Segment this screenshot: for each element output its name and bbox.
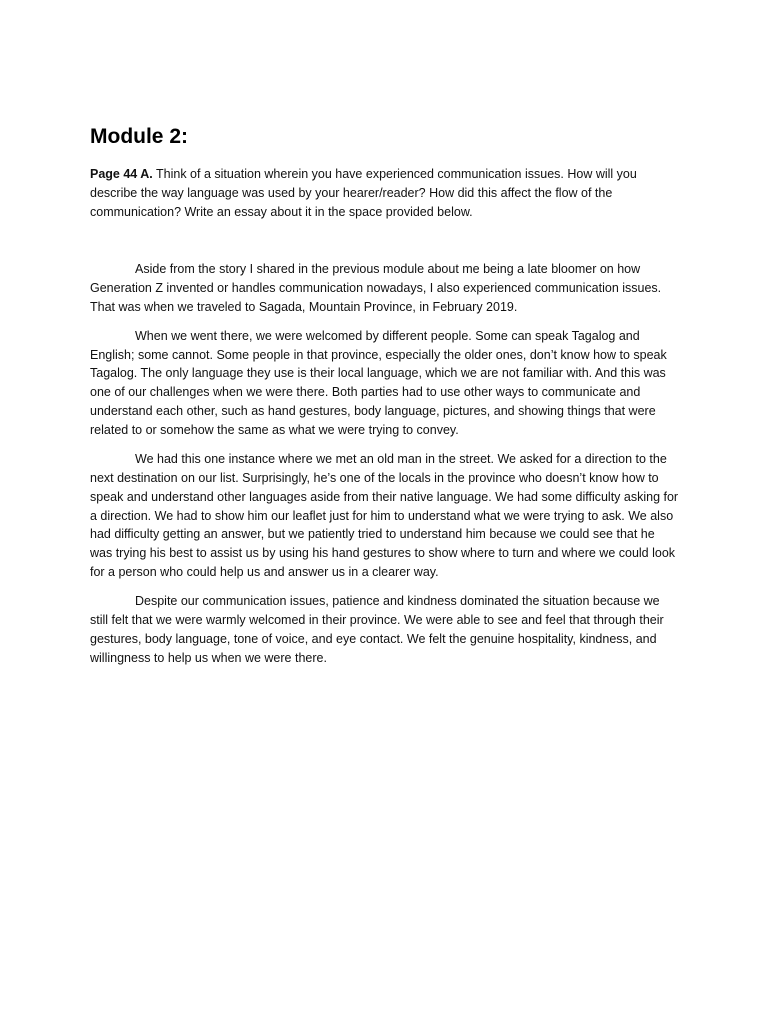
- essay-paragraph-2: When we went there, we were welcomed by different people. Some can speak Tagalog and English; some cannot. Some people in that province, especially the older ones, don’t know how to speak Tagalog. The only language they use is their local language, which we are not familiar with. And this was one of our challenges when we were there. Both parties had to use other ways to communicate and understand each other, such as hand gestures, body language, pictures, and showing things that were related to or somehow the same as what we were trying to convey.: [90, 328, 667, 437]
- essay-body: [90, 260, 680, 667]
- essay-prompt: [90, 165, 680, 222]
- essay-paragraph-4: Despite our communication issues, patience and kindness dominated the situation because we still felt that we were warmly welcomed in their province. We were able to see and feel that through their gestures, body language, tone of voice, and eye contact. We felt the genuine hospitality, kindness, and willingness to help us when we were there.: [90, 594, 664, 665]
- document-page: [90, 124, 680, 678]
- essay-paragraph-1: Aside from the story I shared in the previous module about me being a late bloomer on how Generation Z invented or handles communication nowadays, I also experienced communication issues. That was when we traveled to Sagada, Mountain Province, in February 2019.: [90, 262, 662, 314]
- prompt-text: Think of a situation wherein you have experienced communication issues. How will you describe the way language was used by your hearer/reader? How did this affect the flow of the communication? Write an essay about it in the space provided below.: [90, 167, 637, 219]
- essay-paragraph-3: We had this one instance where we met an old man in the street. We asked for a direction to the next destination on our list. Surprisingly, he’s one of the locals in the province who doesn’t know how to speak and understand other languages aside from their native language. We had some difficulty asking for a direction. We had to show him our leaflet just for him to understand what we were trying to ask. We also had difficulty getting an answer, but we patiently tried to understand him because we could see that he was trying his best to assist us by using his hand gestures to show where to turn and where we could look for a person who could help us and answer us in a clearer way.: [90, 452, 679, 579]
- prompt-label: Page 44 A.: [90, 167, 153, 181]
- module-title: Module 2:: [90, 125, 188, 148]
